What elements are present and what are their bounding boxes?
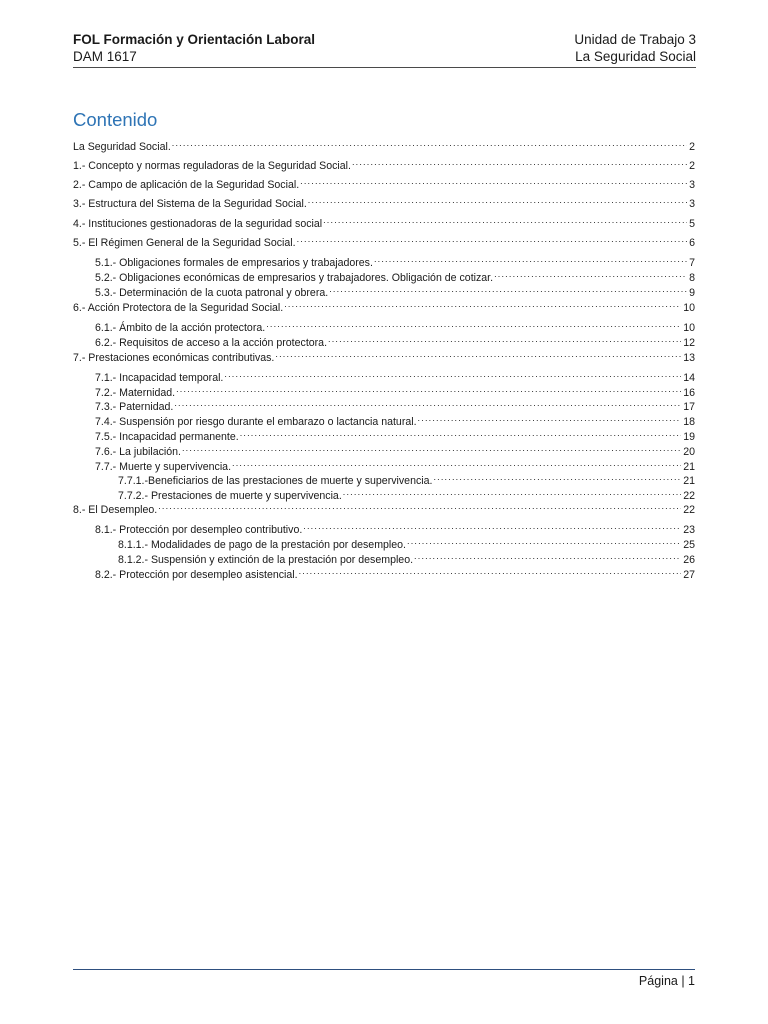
toc-leader-dots	[297, 232, 688, 246]
toc-entry-page: 16	[683, 387, 695, 399]
toc-entry-page: 5	[689, 218, 695, 230]
toc-entry-label: 7.1.- Incapacidad temporal.	[95, 372, 224, 384]
toc-entry-label: 5.3.- Determinación de la cuota patronal y obrera.	[95, 287, 329, 299]
toc-entry-label: 7.3.- Paternidad.	[95, 401, 174, 413]
toc-leader-dots	[266, 317, 681, 331]
toc-leader-dots	[407, 534, 681, 548]
toc-entry-label: 3.- Estructura del Sistema de la Seguridad Social.	[73, 198, 307, 210]
course-title: FOL Formación y Orientación Laboral	[73, 32, 316, 47]
unit-number: Unidad de Trabajo 3	[574, 32, 696, 47]
toc-leader-dots	[240, 426, 682, 440]
toc-entry-page: 22	[683, 490, 695, 502]
toc-leader-dots	[433, 470, 681, 484]
toc-leader-dots	[494, 267, 687, 281]
toc-entry[interactable]	[73, 499, 695, 517]
toc-entry-page: 21	[683, 461, 695, 473]
toc-entry-page: 23	[683, 524, 695, 536]
toc-entry-page: 7	[689, 257, 695, 269]
toc-entry-label: 7.7.- Muerte y supervivencia.	[95, 461, 232, 473]
page-header	[73, 31, 696, 68]
toc-entry-label: 7.7.1.-Beneficiarios de las prestaciones de muerte y supervivencia.	[118, 475, 433, 487]
toc-entry-page: 25	[683, 539, 695, 551]
toc-entry[interactable]	[73, 347, 695, 365]
toc-entry-label: 6.1.- Ámbito de la acción protectora.	[95, 322, 266, 334]
toc-entry-page: 27	[683, 569, 695, 581]
toc-entry-page: 19	[683, 431, 695, 443]
toc-entry-page: 10	[683, 302, 695, 314]
toc-leader-dots	[418, 411, 682, 425]
toc-entry-label: 8.1.2.- Suspensión y extinción de la prestación por desempleo.	[118, 554, 414, 566]
toc-leader-dots	[343, 485, 681, 499]
toc-entry-page: 18	[683, 416, 695, 428]
toc-leader-dots	[300, 174, 687, 188]
toc-entry-page: 21	[683, 475, 695, 487]
footer-rule	[73, 969, 695, 970]
toc-entry-page: 14	[683, 372, 695, 384]
toc-entry-label: 7.5.- Incapacidad permanente.	[95, 431, 239, 443]
toc-entry-label: 5.- El Régimen General de la Seguridad Social.	[73, 237, 296, 249]
toc-entry-page: 12	[683, 337, 695, 349]
toc-entry-label: 7.6.- La jubilación.	[95, 446, 181, 458]
toc-entry-label: La Seguridad Social.	[73, 141, 171, 153]
toc-entry-label: 5.1.- Obligaciones formales de empresarios y trabajadores.	[95, 257, 373, 269]
toc-entry-page: 26	[683, 554, 695, 566]
toc-entry-page: 3	[689, 179, 695, 191]
toc-entry-label: 6.- Acción Protectora de la Seguridad Social.	[73, 302, 284, 314]
toc-entry-page: 9	[689, 287, 695, 299]
toc-entry-label: 8.2.- Protección por desempleo asistencial.	[95, 569, 298, 581]
toc-entry-page: 3	[689, 198, 695, 210]
toc-leader-dots	[299, 564, 682, 578]
toc-leader-dots	[308, 193, 687, 207]
toc-entry-page: 10	[683, 322, 695, 334]
toc-leader-dots	[275, 347, 681, 361]
toc-entry-label: 8.1.1.- Modalidades de pago de la prestación por desempleo.	[118, 539, 406, 551]
toc-entry[interactable]	[73, 564, 695, 582]
toc-entry[interactable]	[73, 174, 695, 192]
toc-entry[interactable]	[73, 297, 695, 315]
toc-entry-label: 8.1.- Protección por desempleo contributivo.	[95, 524, 303, 536]
header-right	[574, 31, 696, 65]
toc-leader-dots	[374, 252, 687, 266]
toc-leader-dots	[172, 136, 687, 150]
toc-entry-page: 6	[689, 237, 695, 249]
toc-entry-page: 2	[689, 141, 695, 153]
toc-entry[interactable]	[73, 155, 695, 173]
header-left	[73, 31, 315, 65]
toc-entry-page: 20	[683, 446, 695, 458]
toc-heading: Contenido	[73, 109, 158, 130]
toc-leader-dots	[158, 499, 681, 513]
unit-title: La Seguridad Social	[575, 49, 696, 64]
toc-leader-dots	[284, 297, 681, 311]
toc-leader-dots	[182, 441, 681, 455]
toc-entry-page: 8	[689, 272, 695, 284]
toc-entry-label: 6.2.- Requisitos de acceso a la acción protectora.	[95, 337, 328, 349]
toc-leader-dots	[232, 456, 681, 470]
toc-leader-dots	[328, 332, 681, 346]
toc-entry[interactable]	[73, 136, 695, 154]
toc-entry-label: 7.2.- Maternidad.	[95, 387, 176, 399]
toc-entry-page: 17	[683, 401, 695, 413]
toc-entry[interactable]	[73, 232, 695, 250]
toc-entry-label: 1.- Concepto y normas reguladoras de la Seguridad Social.	[73, 160, 351, 172]
toc-leader-dots	[224, 367, 681, 381]
toc-leader-dots	[352, 155, 687, 169]
toc-entry-page: 2	[689, 160, 695, 172]
toc-entry-label: 7.7.2.- Prestaciones de muerte y supervivencia.	[118, 490, 342, 502]
toc-leader-dots	[414, 549, 681, 563]
toc-entry-label: 4.- Instituciones gestionadoras de la seguridad social	[73, 218, 323, 230]
toc-entry-label: 2.- Campo de aplicación de la Seguridad Social.	[73, 179, 300, 191]
toc-entry[interactable]	[73, 193, 695, 211]
toc-leader-dots	[303, 519, 681, 533]
toc-entry-label: 8.- El Desempleo.	[73, 504, 158, 516]
toc-leader-dots	[329, 282, 687, 296]
toc-entry-label: 7.- Prestaciones económicas contributivas.	[73, 352, 275, 364]
toc-entry-label: 7.4.- Suspensión por riesgo durante el embarazo o lactancia natural.	[95, 416, 417, 428]
toc-leader-dots	[323, 213, 687, 227]
course-code: DAM 1617	[73, 49, 137, 64]
toc-entry[interactable]	[73, 213, 695, 231]
toc-leader-dots	[174, 396, 681, 410]
page-number: Página | 1	[638, 974, 695, 988]
toc-entry-page: 22	[683, 504, 695, 516]
toc-leader-dots	[176, 382, 681, 396]
toc-entry-label: 5.2.- Obligaciones económicas de empresarios y trabajadores. Obligación de cotizar.	[95, 272, 494, 284]
toc-entry-page: 13	[683, 352, 695, 364]
